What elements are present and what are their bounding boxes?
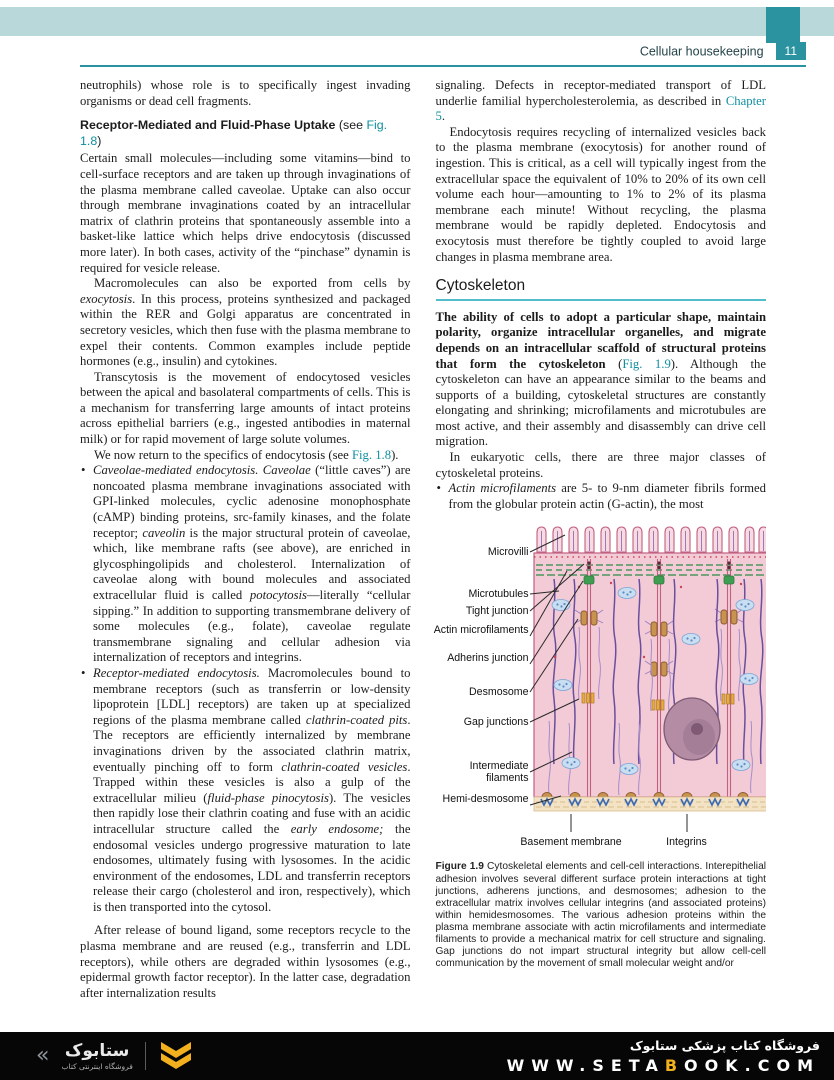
bullet-actin-microfilaments: [436, 481, 767, 512]
bullet-list: [436, 481, 767, 512]
text-run: .: [441, 109, 446, 124]
italic-term: caveolin: [142, 525, 186, 540]
label-intermediate-filaments: Intermediate filaments: [469, 760, 529, 785]
paragraph-continuation: [436, 78, 767, 125]
logo-name: ستابوک: [64, 1041, 130, 1061]
header-corner-tab: [766, 7, 800, 43]
text-run: signaling. Defects in receptor-mediated transport of LDL underlie familial hypercholesterolemia, as described in: [435, 78, 766, 108]
fig-1-9-link[interactable]: Fig. 1.9: [622, 356, 671, 371]
italic-term: Receptor-mediated endocytosis.: [93, 665, 260, 680]
text-run: (see: [335, 118, 367, 133]
page-number: 11: [776, 42, 806, 60]
page-content: [80, 78, 766, 1032]
italic-term: Caveolae-mediated endocytosis.: [93, 463, 259, 478]
text-run: ).: [391, 447, 399, 462]
text-run: . The receptors are efficiently internalized by membrane invaginations driven by the associated clathrin matrix, eventually pinching off to form: [93, 712, 411, 774]
caption-text: Cytoskeletal elements and cell-cell interactions. Interepithelial adhesion involves several different surface protein interactions at tight junctions, adherens junctions, and desmosomes; adhesion to the extracellular matrix involves cellular integrins (and associated proteins) within hemidesmosomes. The various adhesion proteins within the plasma membrane associate with actin microfilaments and intermediate filaments to provide a mechanical matrix for cell structure and signaling. Gap junctions do not impart structural integrity but allow cell-cell communication by the movement of small molecular weight and/or: [435, 861, 766, 970]
bullet-list: [80, 463, 411, 915]
running-title: Cellular housekeeping: [639, 44, 764, 59]
text-run: ): [97, 133, 102, 148]
setabook-logo[interactable]: [36, 1038, 194, 1075]
text-run: . Trapped within these vesicles is also a gulp of the extracellular milieu (: [93, 759, 411, 805]
url-pre: WWW.SETA: [506, 1055, 665, 1075]
caption-figure-number: Figure 1.9: [435, 861, 484, 873]
text-run: is the major structural protein of caveolae, which, like membrane rafts (see above), are enriched in glycosphingolipids and cholesterol. Internalization of caveolae along with bound molecules and associated extracellular fluid is called: [93, 525, 411, 602]
paragraph: In eukaryotic cells, there are three major classes of cytoskeletal proteins.: [435, 450, 766, 480]
text-run: We now return to the specifics of endocytosis (see: [94, 447, 352, 462]
bold-run: The ability of cells to adopt a particular shape, maintain polarity, organize intracellular organelles, and migrate depends on an intracellular scaffold of structural proteins that form the cytoskeleton: [435, 309, 766, 371]
label-actin-microfilaments: Actin microfilaments: [433, 624, 529, 637]
bullet-receptor-endocytosis: [80, 666, 411, 916]
url-accent-letter: B: [664, 1055, 685, 1075]
fig-1-8-link[interactable]: Fig. 1.8: [351, 447, 392, 462]
italic-term: clathrin-coated pits: [305, 712, 408, 727]
text-run: Macromolecules bound to membrane receptors (such as transferrin or low-density lipoprotein [LDL] receptors) are taken up at specialized regions of the plasma membrane called: [93, 665, 411, 727]
store-url[interactable]: [507, 1056, 820, 1075]
text-run: ). The vesicles then rapidly lose their clathrin coating and fuse with an acidic intracellular structure called the: [93, 790, 411, 836]
paragraph-continuation: neutrophils) whose role is to specifically ingest invading organisms or dead cell fragments.: [80, 78, 411, 108]
label-tight-junction: Tight junction: [465, 605, 529, 618]
figure-1-9: [429, 517, 767, 852]
italic-term: early endosome;: [290, 821, 384, 836]
footer-store-info: [507, 1038, 820, 1075]
paragraph: Endocytosis requires recycling of internalized vesicles back to the plasma membrane (exocytosis) for another round of ingestion. This is critical, as a cell will typically ingest from the extracellular space the equivalent of 10% to 20% of its own cell volume each hour—amounting to 1% to 2% of its plasma membrane each minute! Without recycling, the plasma membrane would be rapidly depleted. Endocytosis and exocytosis must therefore be tightly coupled to avoid large changes in plasma membrane area.: [435, 124, 766, 264]
url-post: OOK.COM: [684, 1055, 820, 1075]
running-header: [80, 42, 806, 67]
logo-text-block: [61, 1041, 132, 1071]
logo-divider: [145, 1042, 146, 1070]
label-adherins-junction: Adherins junction: [447, 652, 529, 665]
italic-term: fluid-phase pinocytosis: [207, 790, 329, 805]
text-run: the endosomal vesicles undergo progressive maturation to late endosomes, ultimately fusing with lysosomes. In the acidic environment of the endosomes, LDL and transferrin receptors release their cargo (cholesterol and iron, respectively), which is then transported into the cytosol.: [93, 821, 411, 914]
store-title-farsi: فروشگاه کتاب پزشکی ستابوک: [629, 1037, 820, 1053]
text-run: Macromolecules can also be exported from cells by: [94, 276, 411, 291]
italic-term: clathrin-coated vesicles: [281, 759, 408, 774]
italic-term: exocytosis: [80, 291, 133, 306]
fig-1-8-link[interactable]: Fig. 1.8: [80, 118, 388, 148]
text-run: . In this process, proteins synthesized and packaged within the RER and Golgi apparatus are concentrated in secretory vesicles, which then fuse with the plasma membrane to expel their contents. Common examples include peptide hormones (e.g., insulin) and cytokines.: [80, 291, 411, 369]
heading-receptor-mediated-uptake: [80, 118, 411, 149]
text-run: (“little caves”) are noncoated plasma membrane invaginations associated with GPI-linked molecules, cyclic adenosine monophosphate (cAMP) binding proteins, src-family kinases, and the folate receptor;: [93, 463, 411, 540]
label-basement-membrane: Basement membrane: [520, 836, 622, 849]
heading-text: Receptor-Mediated and Fluid-Phase Uptake: [80, 118, 336, 133]
section-heading-cytoskeleton: Cytoskeleton: [436, 278, 767, 301]
watermark-footer: [0, 1032, 834, 1080]
label-desmosome: Desmosome: [469, 686, 529, 699]
header-band: [0, 7, 834, 36]
double-chevron-left-icon: «: [36, 1043, 50, 1068]
label-gap-junctions: Gap junctions: [463, 716, 529, 729]
italic-term: Caveolae: [262, 463, 311, 478]
text-run: ). Although the cytoskeleton can have an appearance similar to the beams and supports of a building, cytoskeletal structures are constantly elongating and shrinking; microfilaments and microtubules are most active, and their assembly and disassembly can drive cell migration.: [435, 356, 766, 449]
logo-subtitle: فروشگاه اینترنتی کتاب: [61, 1062, 133, 1071]
italic-term: Actin microfilaments: [448, 481, 557, 496]
text-run: (: [605, 356, 623, 371]
label-microtubules: Microtubules: [468, 588, 529, 601]
paragraph: [80, 276, 411, 370]
label-microvilli: Microvilli: [487, 546, 529, 559]
figure-caption: [436, 861, 767, 970]
paragraph: [80, 448, 411, 464]
setabook-emblem-icon: [158, 1038, 194, 1075]
left-column: [80, 78, 411, 1032]
chapter-5-link[interactable]: Chapter 5: [435, 93, 766, 124]
right-column: [433, 78, 767, 1032]
italic-term: potocytosis: [249, 588, 307, 602]
paragraph: After release of bound ligand, some receptors recycle to the plasma membrane and are reused (e.g., transferrin and LDL receptors), while others are degraded within lysosomes (e.g., epidermal growth factor receptor). In the latter case, degradation after internalization results: [80, 923, 411, 1000]
text-run: —literally “cellular sipping.” In addition to supporting transmembrane delivery of some molecules (e.g., folate), caveolae regulate transmembrane signaling and cellular adhesion via internalization of receptors and integrins.: [93, 588, 411, 665]
bullet-caveolae-endocytosis: [80, 463, 411, 666]
label-integrins: Integrins: [666, 836, 707, 849]
label-hemi-desmosome: Hemi-desmosome: [442, 793, 529, 806]
paragraph: Transcytosis is the movement of endocytosed vesicles between the apical and basolateral compartments of cells. This is a mechanism for transferring large amounts of intact proteins across epithelial barriers (e.g., ingested antibodies in maternal milk) or for rapid movement of large solute volumes.: [80, 369, 411, 447]
text-run: are 5- to 9-nm diameter fibrils formed from the globular protein actin (G-actin), the most: [448, 481, 766, 511]
paragraph-bold-lead: [436, 310, 767, 450]
paragraph: Certain small molecules—including some vitamins—bind to cell-surface receptors and are taken up through invaginations of the plasma membrane called caveolae. Uptake can also occur through membrane invaginations coated by an intracellular matrix of clathrin proteins that spontaneously assemble into a basket-like lattice which helps drive endocytosis (discussed more later). In both cases, activity of the “pinchase” dynamin is required for vesicle release.: [80, 151, 411, 275]
